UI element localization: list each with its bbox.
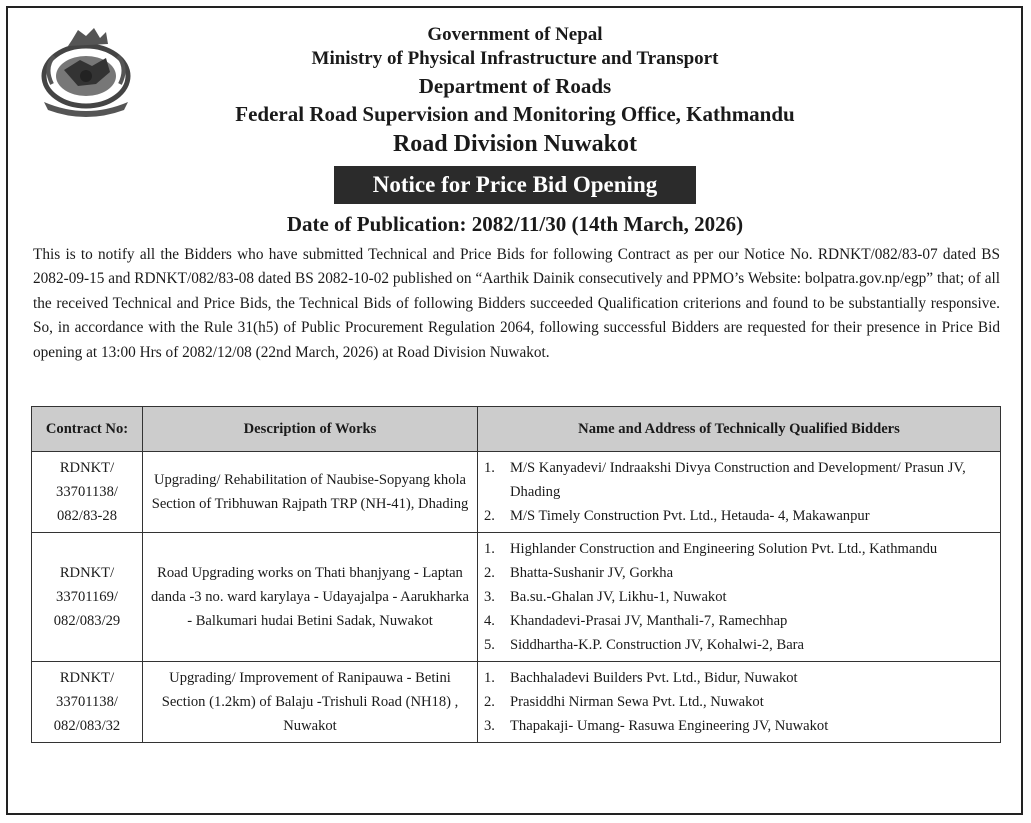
- list-item: [482, 633, 996, 657]
- notice-body: This is to notify all the Bidders who have submitted Technical and Price Bids for following Contract as per our Notice No. RDNKT/082/83-07 dated BS 2082-09-15 and RDNKT/082/83-08 dated BS 2082-10-02 published on “Aarthik Dainik consecutively and PPMO’s Website: bolpatra.gov.np/egp” that; of all the received Technical and Price Bids, the Technical Bids of following Bidders succeeded Qualification criterions and found to be substantially responsive. So, in accordance with the Rule 31(h5) of Public Procurement Regulation 2064, following successful Bidders are requested for their presence in Price Bid opening at 13:00 Hrs of 2082/12/08 (22nd March, 2026) at Road Division Nuwakot.: [33, 246, 1000, 361]
- item-number: 3.: [484, 589, 495, 605]
- header-department: Department of Roads: [418, 74, 612, 98]
- bidder-list: [478, 662, 1001, 743]
- table-header-row: [32, 407, 1001, 452]
- bidder-name: Ba.su.-Ghalan JV, Likhu-1, Nuwakot: [510, 589, 727, 605]
- bidder-name: Khandadevi-Prasai JV, Manthali-7, Ramechhap: [510, 613, 788, 629]
- bidder-list: [478, 452, 1001, 533]
- bidder-name: M/S Timely Construction Pvt. Ltd., Hetauda- 4, Makawanpur: [510, 508, 870, 524]
- column-header-description: Description of Works: [143, 407, 478, 452]
- bidder-list: [478, 533, 1001, 662]
- item-number: 1.: [484, 460, 495, 476]
- header-ministry: Ministry of Physical Infrastructure and Transport: [311, 48, 719, 69]
- publication-date: Date of Publication: 2082/11/30 (14th March, 2026): [286, 212, 744, 236]
- qualified-bidders-table: [31, 406, 1001, 743]
- table-row: [32, 533, 1001, 662]
- header-division: Road Division Nuwakot: [392, 131, 638, 157]
- item-number: 1.: [484, 541, 495, 557]
- work-description: Upgrading/ Improvement of Ranipauwa - Betini Section (1.2km) of Balaju -Trishuli Road (NH18) , Nuwakot: [143, 662, 478, 743]
- work-description: Road Upgrading works on Thati bhanjyang - Laptan danda -3 no. ward karylaya - Udayajalpa - Aarukharka - Balkumari hudai Betini Sadak, Nuwakot: [143, 533, 478, 662]
- list-item: [482, 666, 996, 690]
- item-number: 2.: [484, 694, 495, 710]
- column-header-bidders: Name and Address of Technically Qualified Bidders: [478, 407, 1001, 452]
- item-number: 1.: [484, 670, 495, 686]
- bidder-name: M/S Kanyadevi/ Indraakshi Divya Construction and Development/ Prasun JV, Dhading: [510, 460, 966, 500]
- list-item: [482, 561, 996, 585]
- item-number: 3.: [484, 718, 495, 734]
- list-item: [482, 504, 996, 528]
- list-item: [482, 537, 996, 561]
- list-item: [482, 714, 996, 738]
- table-row: [32, 662, 1001, 743]
- list-item: [482, 609, 996, 633]
- nepal-government-emblem-icon: [30, 22, 142, 118]
- list-item: [482, 585, 996, 609]
- item-number: 2.: [484, 508, 495, 524]
- bidder-name: Bachhaladevi Builders Pvt. Ltd., Bidur, Nuwakot: [510, 670, 798, 686]
- bidder-name: Highlander Construction and Engineering Solution Pvt. Ltd., Kathmandu: [510, 541, 938, 557]
- column-header-contract: Contract No:: [32, 407, 143, 452]
- item-number: 4.: [484, 613, 495, 629]
- list-item: [482, 690, 996, 714]
- item-number: 5.: [484, 637, 495, 653]
- bidder-name: Siddhartha-K.P. Construction JV, Kohalwi-2, Bara: [510, 637, 805, 653]
- contract-no: RDNKT/ 33701138/ 082/83-28: [32, 452, 143, 533]
- bidder-name: Thapakaji- Umang- Rasuwa Engineering JV, Nuwakot: [510, 718, 829, 734]
- item-number: 2.: [484, 565, 495, 581]
- notice-title: Notice for Price Bid Opening: [334, 166, 696, 204]
- table-row: [32, 452, 1001, 533]
- header-government: Government of Nepal: [427, 24, 603, 45]
- bidder-name: Bhatta-Sushanir JV, Gorkha: [510, 565, 674, 581]
- header-office: Federal Road Supervision and Monitoring Office, Kathmandu: [235, 102, 795, 126]
- contract-no: RDNKT/ 33701138/ 082/083/32: [32, 662, 143, 743]
- work-description: Upgrading/ Rehabilitation of Naubise-Sopyang khola Section of Tribhuwan Rajpath TRP (NH-41), Dhading: [143, 452, 478, 533]
- bidder-name: Prasiddhi Nirman Sewa Pvt. Ltd., Nuwakot: [510, 694, 764, 710]
- list-item: [482, 456, 996, 504]
- contract-no: RDNKT/ 33701169/ 082/083/29: [32, 533, 143, 662]
